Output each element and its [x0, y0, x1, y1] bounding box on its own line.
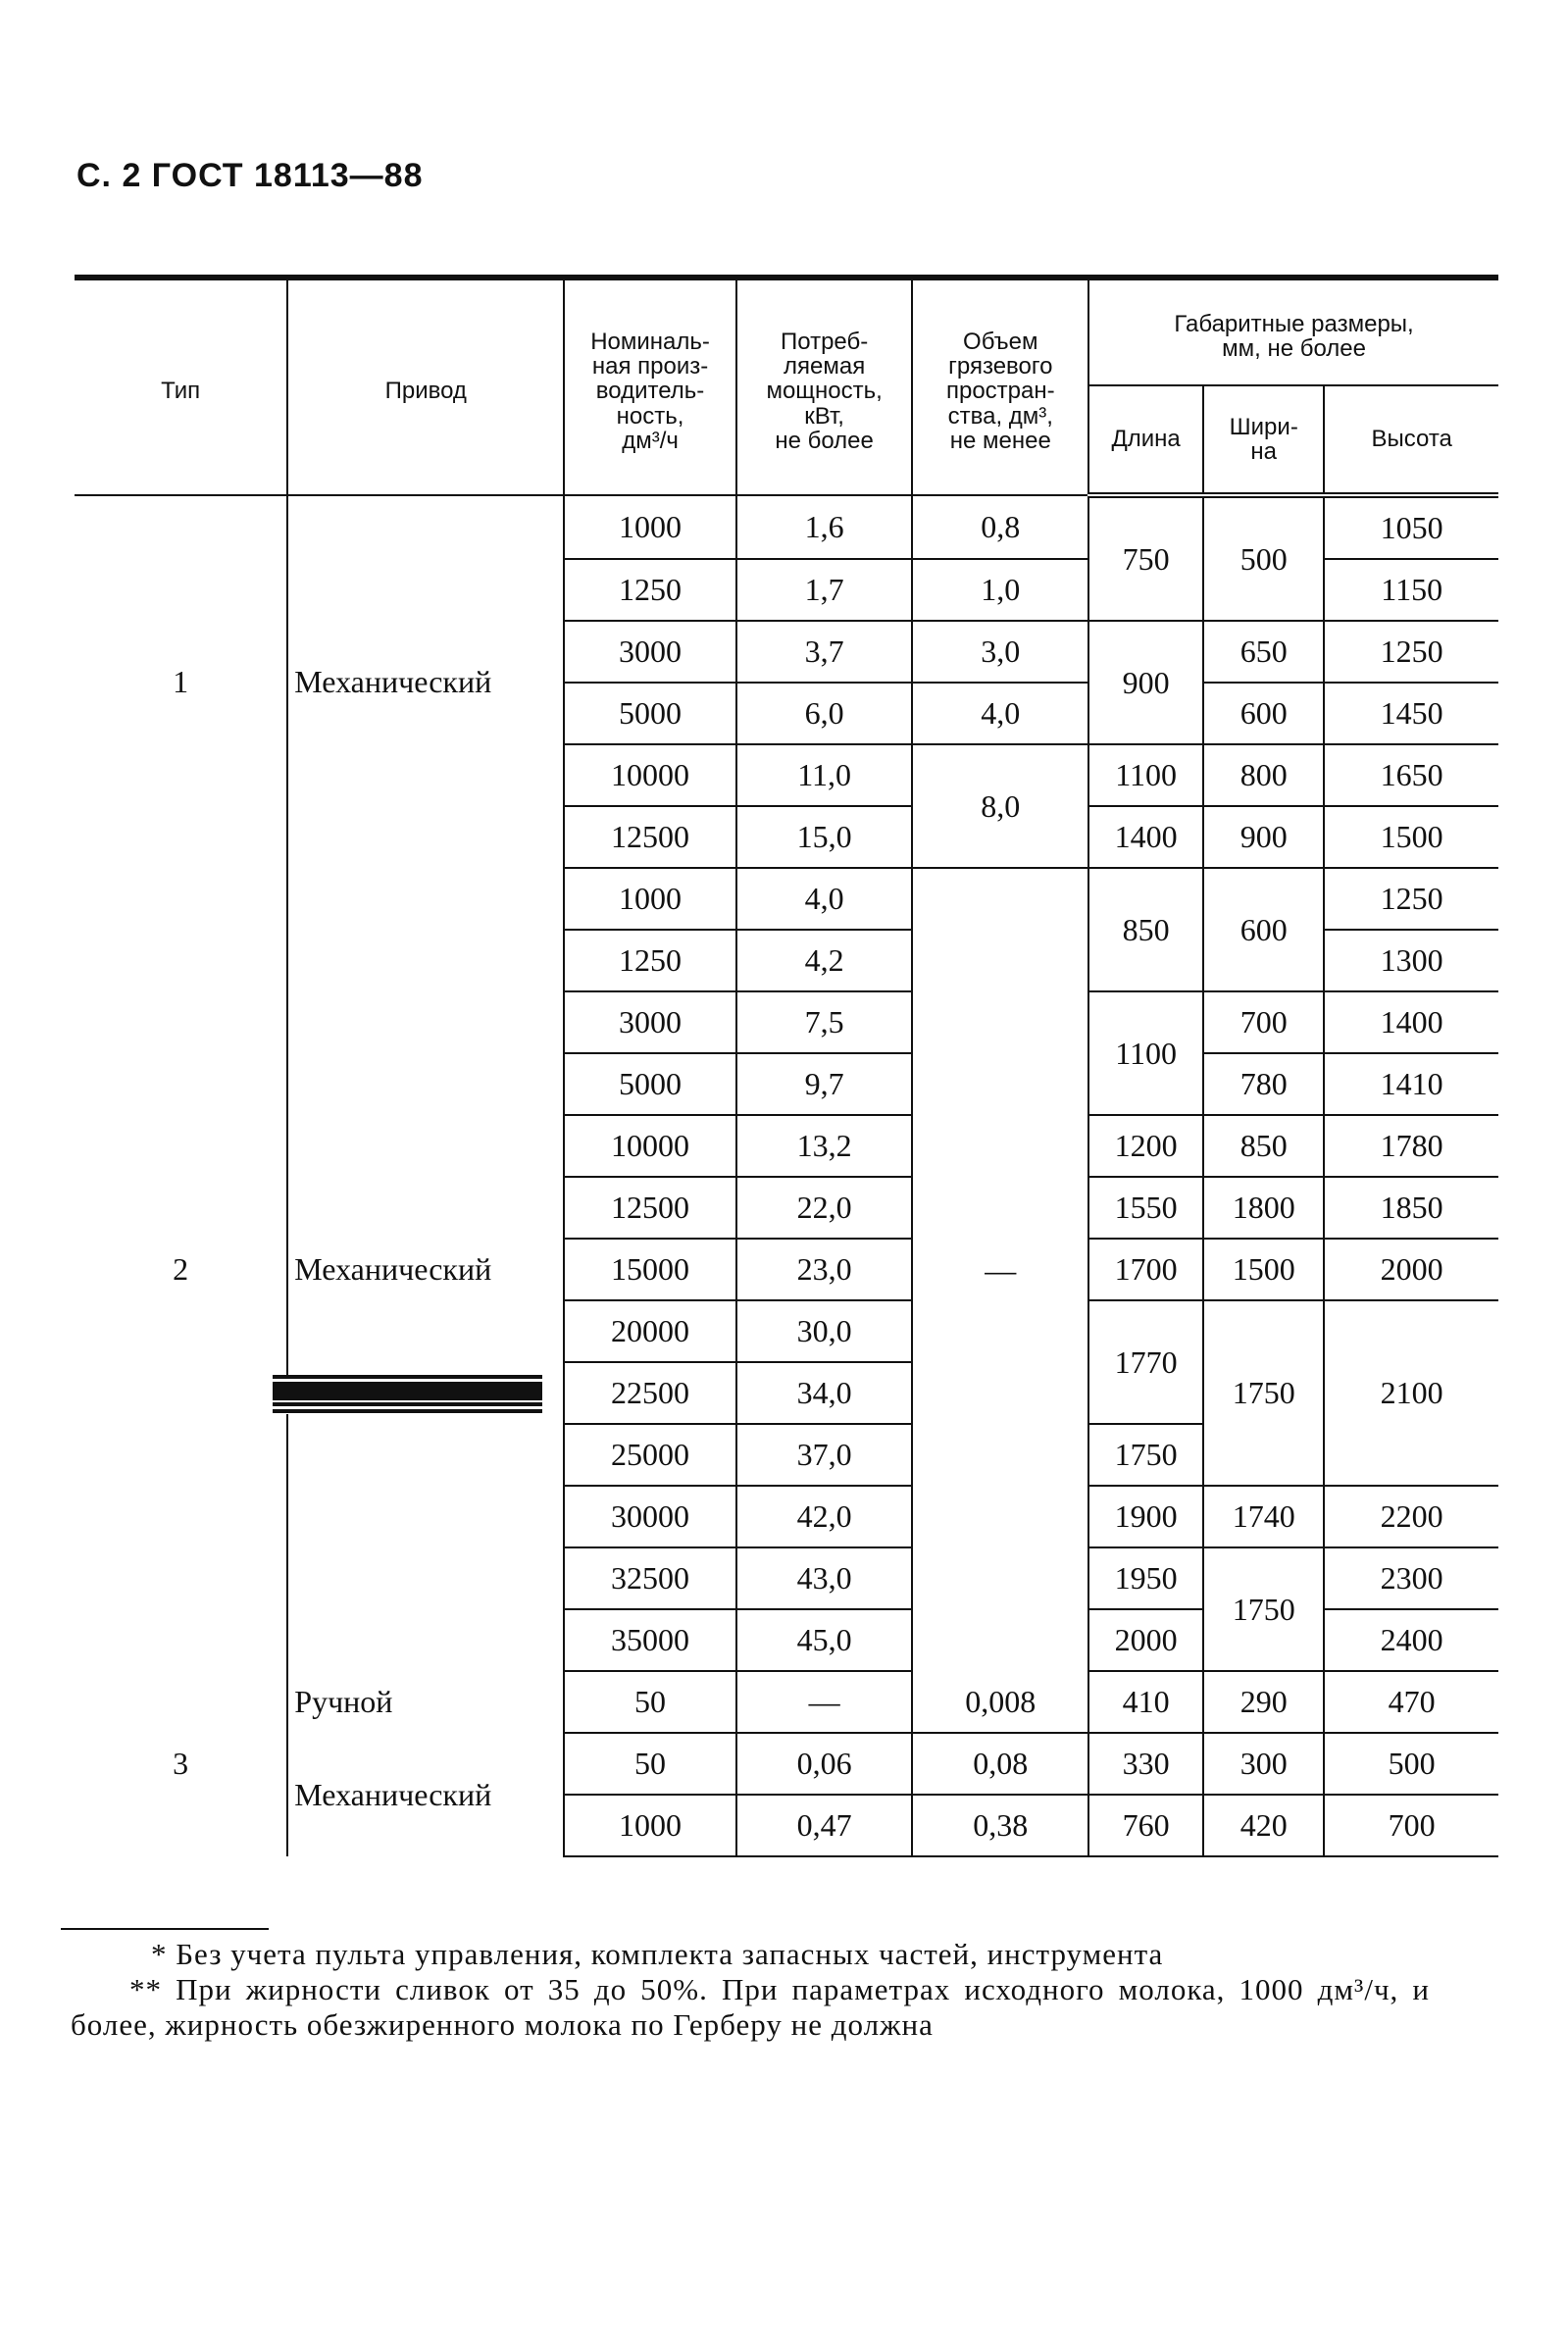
volume-cell: — [912, 868, 1088, 1671]
height-cell: 2100 [1324, 1300, 1498, 1486]
col-header-length: Длина [1088, 385, 1203, 495]
power-cell: — [736, 1671, 913, 1733]
power-cell: 0,47 [736, 1795, 913, 1856]
width-cell: 500 [1203, 495, 1324, 621]
width-cell: 900 [1203, 806, 1324, 868]
power-cell: 11,0 [736, 744, 913, 806]
power-cell: 42,0 [736, 1486, 913, 1547]
height-cell: 1850 [1324, 1177, 1498, 1239]
capacity-cell: 1000 [564, 868, 735, 930]
volume-cell: 8,0 [912, 744, 1088, 868]
capacity-cell: 10000 [564, 744, 735, 806]
footnote-1: * Без учета пульта управления, комплекта запасных частей, инструмента [151, 1937, 1164, 1971]
print-artifact-bars [273, 1375, 542, 1414]
volume-cell: 1,0 [912, 559, 1088, 621]
col-header-drive: Привод [287, 280, 564, 495]
width-cell: 780 [1203, 1053, 1324, 1115]
power-cell: 1,7 [736, 559, 913, 621]
capacity-cell: 50 [564, 1733, 735, 1795]
width-cell: 700 [1203, 991, 1324, 1053]
power-cell: 15,0 [736, 806, 913, 868]
col-header-volume: Объем грязевого простран- ства, дм³, не менее [912, 280, 1088, 495]
height-cell: 1250 [1324, 868, 1498, 930]
capacity-cell: 30000 [564, 1486, 735, 1547]
width-cell: 290 [1203, 1671, 1324, 1733]
capacity-cell: 25000 [564, 1424, 735, 1486]
height-cell: 1450 [1324, 683, 1498, 744]
capacity-cell: 3000 [564, 621, 735, 683]
capacity-cell: 1250 [564, 930, 735, 991]
length-cell: 900 [1088, 621, 1203, 744]
type-cell: 2 [173, 1251, 189, 1287]
width-cell: 1800 [1203, 1177, 1324, 1239]
capacity-cell: 12500 [564, 1177, 735, 1239]
page-header: С. 2 ГОСТ 18113—88 [76, 157, 424, 194]
power-cell: 37,0 [736, 1424, 913, 1486]
power-cell: 45,0 [736, 1609, 913, 1671]
height-cell: 1650 [1324, 744, 1498, 806]
drive-cell: Механический [287, 495, 564, 868]
power-cell: 4,2 [736, 930, 913, 991]
capacity-cell: 35000 [564, 1609, 735, 1671]
power-cell: 43,0 [736, 1547, 913, 1609]
length-cell: 750 [1088, 495, 1203, 621]
capacity-cell: 1250 [564, 559, 735, 621]
length-cell: 1100 [1088, 991, 1203, 1115]
table-row [75, 1733, 1498, 1795]
height-cell: 1150 [1324, 559, 1498, 621]
width-cell: 1500 [1203, 1239, 1324, 1300]
power-cell: 7,5 [736, 991, 913, 1053]
footnotes [71, 1937, 1430, 2043]
height-cell: 1050 [1324, 495, 1498, 559]
power-cell: 4,0 [736, 868, 913, 930]
power-cell: 23,0 [736, 1239, 913, 1300]
height-cell: 2000 [1324, 1239, 1498, 1300]
table-row [75, 1671, 1498, 1733]
capacity-cell: 5000 [564, 683, 735, 744]
width-cell: 600 [1203, 868, 1324, 991]
col-header-power: Потреб- ляемая мощность, кВт, не более [736, 280, 913, 495]
power-cell: 22,0 [736, 1177, 913, 1239]
capacity-cell: 22500 [564, 1362, 735, 1424]
capacity-cell: 32500 [564, 1547, 735, 1609]
length-cell: 330 [1088, 1733, 1203, 1795]
width-cell: 300 [1203, 1733, 1324, 1795]
width-cell: 650 [1203, 621, 1324, 683]
height-cell: 1410 [1324, 1053, 1498, 1115]
width-cell: 800 [1203, 744, 1324, 806]
length-cell: 1700 [1088, 1239, 1203, 1300]
width-cell: 1750 [1203, 1300, 1324, 1486]
length-cell: 1100 [1088, 744, 1203, 806]
col-header-width: Шири- на [1203, 385, 1324, 495]
length-cell: 850 [1088, 868, 1203, 991]
capacity-cell: 20000 [564, 1300, 735, 1362]
col-header-dims: Габаритные размеры, мм, не более [1088, 280, 1498, 385]
col-header-height: Высота [1324, 385, 1498, 495]
capacity-cell: 5000 [564, 1053, 735, 1115]
length-cell: 1900 [1088, 1486, 1203, 1547]
volume-cell: 0,008 [912, 1671, 1088, 1733]
height-cell: 1400 [1324, 991, 1498, 1053]
height-cell: 2400 [1324, 1609, 1498, 1671]
capacity-cell: 15000 [564, 1239, 735, 1300]
drive-cell: Механический [287, 1733, 564, 1856]
volume-cell: 0,38 [912, 1795, 1088, 1856]
width-cell: 420 [1203, 1795, 1324, 1856]
drive-cell: Механический [287, 868, 564, 1671]
capacity-cell: 3000 [564, 991, 735, 1053]
height-cell: 1300 [1324, 930, 1498, 991]
capacity-cell: 10000 [564, 1115, 735, 1177]
col-header-capacity: Номиналь- ная произ- водитель- ность, дм³/ч [564, 280, 735, 495]
volume-cell: 0,8 [912, 495, 1088, 559]
power-cell: 3,7 [736, 621, 913, 683]
power-cell: 6,0 [736, 683, 913, 744]
width-cell: 1740 [1203, 1486, 1324, 1547]
power-cell: 1,6 [736, 495, 913, 559]
capacity-cell: 50 [564, 1671, 735, 1733]
type-cell: 1 [173, 664, 189, 699]
width-cell: 600 [1203, 683, 1324, 744]
power-cell: 30,0 [736, 1300, 913, 1362]
power-cell: 0,06 [736, 1733, 913, 1795]
width-cell: 1750 [1203, 1547, 1324, 1671]
length-cell: 1400 [1088, 806, 1203, 868]
height-cell: 2300 [1324, 1547, 1498, 1609]
type-cell: 3 [173, 1746, 189, 1781]
volume-cell: 4,0 [912, 683, 1088, 744]
footnote-rule [61, 1928, 269, 1930]
table-row [75, 495, 1498, 559]
length-cell: 1750 [1088, 1424, 1203, 1486]
height-cell: 1500 [1324, 806, 1498, 868]
height-cell: 2200 [1324, 1486, 1498, 1547]
length-cell: 760 [1088, 1795, 1203, 1856]
capacity-cell: 1000 [564, 1795, 735, 1856]
specs-table [75, 280, 1498, 1857]
height-cell: 1250 [1324, 621, 1498, 683]
volume-cell: 0,08 [912, 1733, 1088, 1795]
height-cell: 700 [1324, 1795, 1498, 1856]
drive-cell: Ручной [287, 1671, 564, 1733]
length-cell: 1200 [1088, 1115, 1203, 1177]
height-cell: 470 [1324, 1671, 1498, 1733]
width-cell: 850 [1203, 1115, 1324, 1177]
length-cell: 1770 [1088, 1300, 1203, 1424]
height-cell: 1780 [1324, 1115, 1498, 1177]
height-cell: 500 [1324, 1733, 1498, 1795]
length-cell: 1950 [1088, 1547, 1203, 1609]
length-cell: 2000 [1088, 1609, 1203, 1671]
length-cell: 410 [1088, 1671, 1203, 1733]
footnote-2: ** При жирности сливок от 35 до 50%. При параметрах исходного молока, 1000 дм³/ч, и более, жирность обезжиренного молока по Герберу не должна [71, 1972, 1430, 2042]
power-cell: 34,0 [736, 1362, 913, 1424]
specs-table-body [75, 495, 1498, 1856]
capacity-cell: 12500 [564, 806, 735, 868]
specs-table-wrapper [75, 275, 1498, 1857]
volume-cell: 3,0 [912, 621, 1088, 683]
table-row [75, 868, 1498, 930]
col-header-type: Тип [75, 280, 287, 495]
power-cell: 13,2 [736, 1115, 913, 1177]
length-cell: 1550 [1088, 1177, 1203, 1239]
capacity-cell: 1000 [564, 495, 735, 559]
power-cell: 9,7 [736, 1053, 913, 1115]
